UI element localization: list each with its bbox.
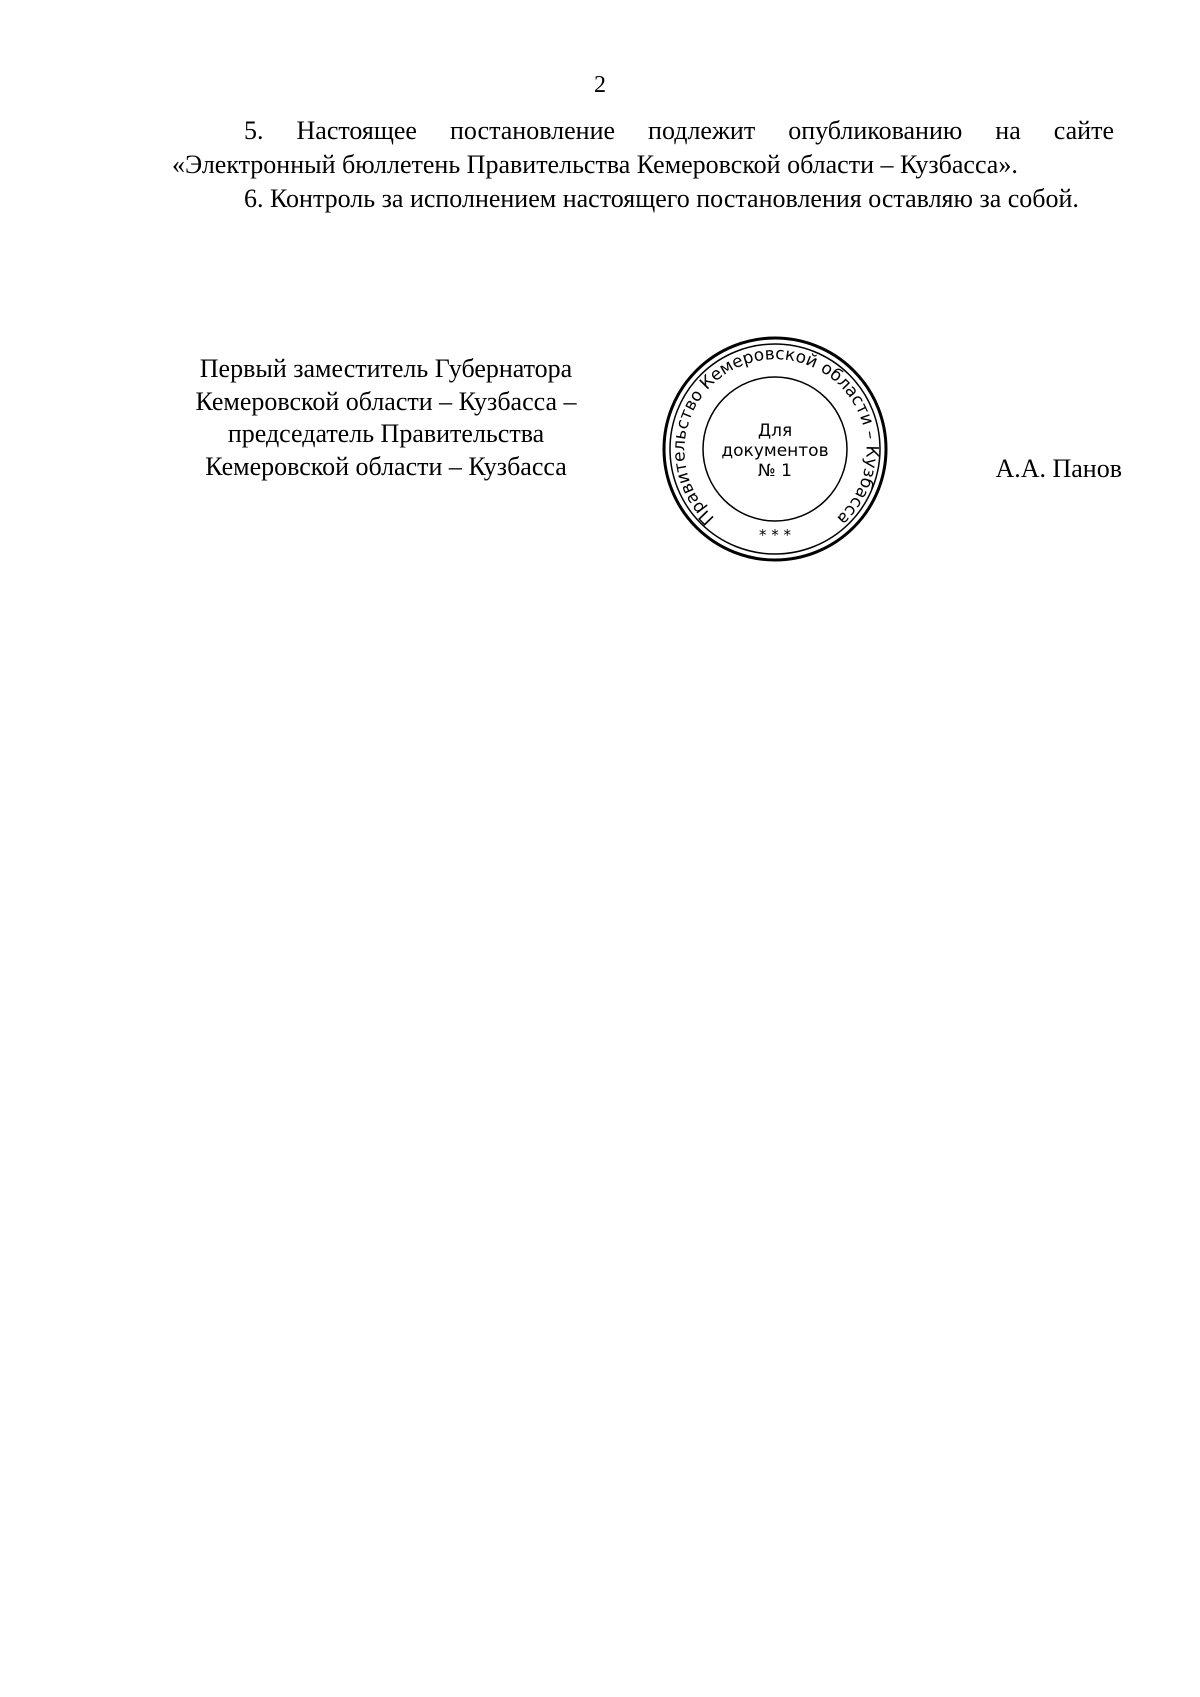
seal-stars: * * * [758,526,792,544]
paragraph-5: 5. Настоящее постановление подлежит опубликованию на сайте «Электронный бюллетень Правительства Кемеровской области – Кузбасса». [172,116,1114,179]
page-number: 2 [594,72,606,98]
signer-title [168,353,604,483]
signatory-name: А.А. Панов [995,454,1122,483]
signer-title-line: Кемеровской области – Кузбасса – [195,386,577,416]
seal-center-line-2: документов [721,441,829,461]
signer-title-line: председатель Правительства [227,419,545,448]
seal-ring-text: Правительство Кемеровской области – Кузбасса [669,344,882,529]
signer-title-line: Кемеровской области – Кузбасса [205,451,567,481]
paragraph-6: 6. Контроль за исполнением настоящего постановления оставляю за собой. [244,184,1079,213]
seal-center-line-3: № 1 [758,461,792,481]
seal-graphic [660,334,890,564]
official-seal [660,334,890,564]
seal-center-line-1: Для [757,421,793,441]
document-body [172,114,1114,216]
signer-title-line: Первый заместитель Губернатора [199,354,573,383]
